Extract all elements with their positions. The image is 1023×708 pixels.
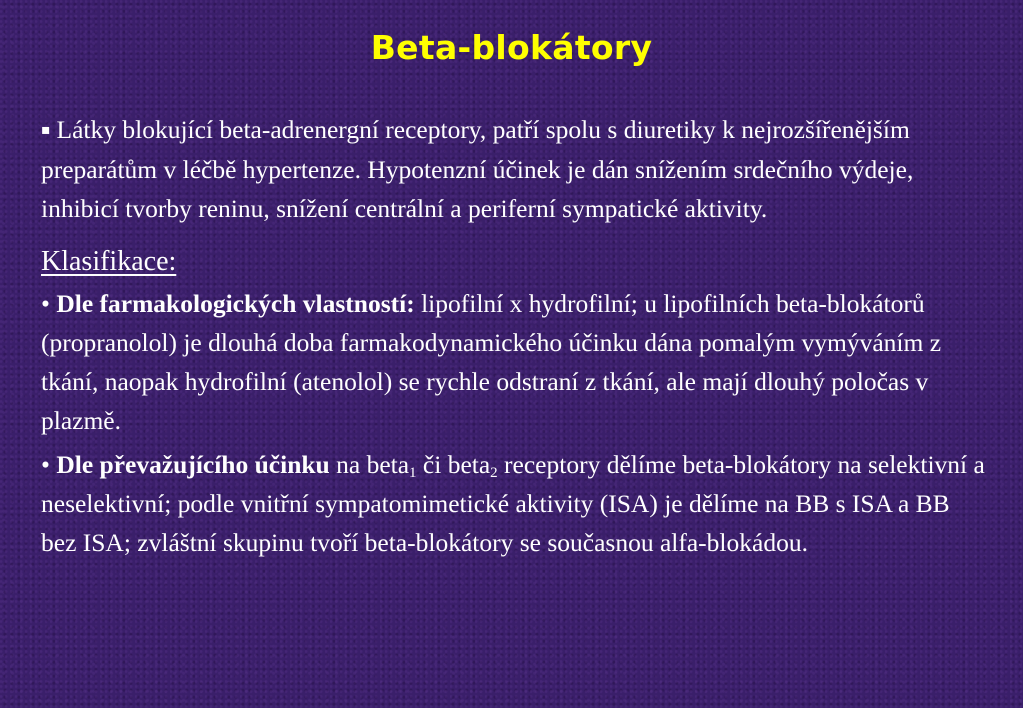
- item-text: lipofilní x hydrofilní; u lipofilních beta-blokátorů (propranolol) je dlouhá doba farmakodynamického účinku dána pomalým vymýváním z tkání, naopak hydrofilní (atenolol) se rychle odstraní z tkání, ale mají dlouhý poločas v plazmě.: [41, 289, 942, 435]
- square-bullet-icon: ▪: [41, 122, 51, 138]
- item-bold-label: Dle farmakologických vlastností:: [56, 289, 415, 318]
- slide-content: [41, 110, 991, 567]
- item-text-part-c: receptory dělíme beta-blokátory na selektivní a neselektivní; podle vnitřní sympatomimetické aktivity (ISA) je dělíme na BB s ISA a BB bez ISA; zvláštní skupinu tvoří beta-blokátory se současnou alfa-blokádou.: [41, 450, 985, 557]
- item-text-part-a: na beta: [329, 450, 410, 479]
- subscript-2: 2: [490, 465, 498, 481]
- classification-item-pharmacological: [41, 284, 991, 440]
- subscript-1: 1: [409, 465, 417, 481]
- intro-paragraph: [41, 110, 991, 228]
- item-bold-label: Dle převažujícího účinku: [56, 450, 330, 479]
- classification-item-effect: [41, 445, 991, 562]
- classification-heading: Klasifikace:: [41, 246, 177, 277]
- bullet-icon: •: [41, 289, 50, 318]
- slide-title: Beta-blokátory: [370, 28, 653, 67]
- intro-text: Látky blokující beta-adrenergní receptory, patří spolu s diuretiky k nejrozšířenějším preparátům v léčbě hypertenze. Hypotenzní účinek je dán snížením srdečního výdeje, inhibicí tvorby reninu, snížení centrální a periferní sympatické aktivity.: [41, 115, 914, 223]
- item-text-part-b: či beta: [416, 450, 491, 479]
- bullet-icon: •: [41, 450, 50, 479]
